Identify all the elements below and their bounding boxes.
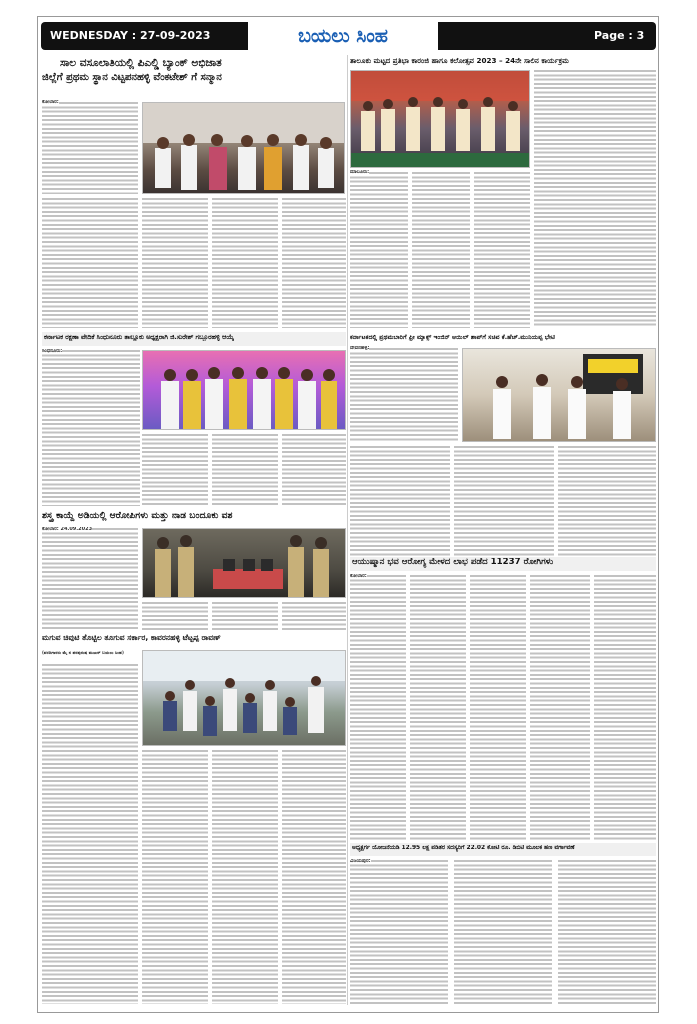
article-8-headline: ಅಧ್ಯಕ್ಷರ್ಗ ಯೋಜನೆಯಡಿ 12.95 ಲಕ್ಷ ಪಡಿತರ ಸದಸ್ಯರಿಗೆ 22.02 ಕೋಟಿ ರೂ. ಡಿಬಿಟಿ ಮೂಲಕ ಹಣ ವರ್ಗಾವಣೆ <box>352 845 575 851</box>
article-5-dateline: ಕೋಲಾರ: 24.09.2023 <box>42 527 93 532</box>
article-5-body-col2 <box>142 602 208 630</box>
police-photo <box>143 529 346 598</box>
article-3-body-col3 <box>212 434 278 506</box>
article-1-body-col3 <box>142 198 208 328</box>
group-photo <box>143 351 346 430</box>
article-2-body-col2 <box>412 172 470 328</box>
article-8-body-col2 <box>454 860 552 1004</box>
article-6-body-col2 <box>410 575 466 841</box>
article-6-body-col4 <box>530 575 590 841</box>
protest-photo <box>143 651 346 746</box>
article-3-dateline: ಸಿಂಧನೂರು: <box>42 349 63 354</box>
article-7-subhead: (ವರದಿಗಾರರು ಮೈ ನ ಪರಪುರುಷ ಮುಖರ್ ಬಯಲು ಸಿಂಹ) <box>42 650 124 655</box>
article-6-body-col1 <box>350 575 406 841</box>
article-4-body-col1 <box>350 348 458 442</box>
article-7-body-col1 <box>42 664 138 1004</box>
article-4-body-col4 <box>558 446 656 556</box>
article-1-headline-line1: ಸಾಲ ವಸೂಲಾತಿಯಲ್ಲಿ ಪಿಎಲ್ಡಿ ಬ್ಯಾಂಕ್ ಅಭಿಜಾತ <box>60 57 222 69</box>
article-1-body-col5 <box>282 198 346 328</box>
article-1-body-col4 <box>212 198 278 328</box>
article-7-photo <box>142 650 346 746</box>
article-2-dateline: ಮಾಲೂರು: <box>350 170 370 175</box>
article-1-body-col1 <box>42 102 138 194</box>
article-3-body-col2 <box>142 434 208 506</box>
article-2-body-col-right <box>534 70 656 328</box>
article-2-body-col3 <box>474 172 530 328</box>
article-2-headline: ತಾಲೂಕು ಮಟ್ಟದ ಪ್ರತಿಭಾ ಕಾರಂಜಿ ಹಾಗೂ ಕಲೋತ್ಸವ 2023 – 24ನೇ ಸಾಲಿನ ಕಾರ್ಯಕ್ರಮ <box>350 56 569 65</box>
article-5-headline: ಶಸ್ತ್ರ ಕಾಯ್ದೆ ಅಡಿಯಲ್ಲಿ ಆರೋಪಿಗಳು ಮತ್ತು ನಾಡ ಬಂದೂಕು ವಶ <box>42 511 233 521</box>
article-4-body-col2 <box>350 446 450 556</box>
article-7-headline: ಮಗುವ ಚಿವುಟಿ ತೊಟ್ಟಿಲ ತೂಗುವ ಸರ್ಕಾರ, ಕಾವರನಹಳ್ಳಿ ಟೆಟ್ಟಪ್ಪ ರಾವಣ್ <box>42 634 221 642</box>
article-3-headline: ಕರ್ನಾಟಕ ರಕ್ಷಣಾ ವೇದಿಕೆ ಸಿಂಧುನೂರು ತಾಲ್ಲೂಕು ಅಧ್ಯಕ್ಷರಾಗಿ ಜಿ.ಸುರೇಶ್ ಗಬ್ಬೂರಹಳ್ಳಿ ಆಯ್ಕೆ <box>44 334 234 341</box>
article-2-photo <box>350 70 530 168</box>
article-5-body-col1 <box>42 528 138 630</box>
article-7-body-col4 <box>282 750 346 1004</box>
article-3-body-col1 <box>42 350 140 506</box>
article-1-headline-line2: ಜಿಲ್ಲೆಗೆ ಪ್ರಥಮ ಸ್ಥಾನ ವಿಟ್ಟಪನಹಳ್ಳಿ ವೆಂಕಟೇಶ್ ಗೆ ಸನ್ಮಾನ <box>42 72 222 83</box>
article-1-dateline: ಕೋಲಾರ: <box>42 100 59 105</box>
article-2-body-col1 <box>350 172 408 328</box>
article-5-body-col4 <box>282 602 346 630</box>
article-7-body-col2 <box>142 750 208 1004</box>
group-photo <box>143 103 345 194</box>
article-5-body-col3 <box>212 602 278 630</box>
article-6-body-col5 <box>594 575 656 841</box>
page-number: Page : 3 <box>594 29 645 42</box>
article-6-headline: ಆಯುಷ್ಮಾನ ಭವ ಆರೋಗ್ಯ ಮೇಳದ ಲಾಭ ಪಡೆದ 11237 ರೋಗಿಗಳು <box>352 558 554 567</box>
issue-date: WEDNESDAY : 27-09-2023 <box>50 29 211 42</box>
article-3-body-col4 <box>282 434 346 506</box>
article-1-photo <box>142 102 345 194</box>
shop-photo <box>463 349 656 442</box>
article-6-dateline: ಕೋಲಾರ: <box>350 574 367 579</box>
article-8-body-col1 <box>350 860 448 1004</box>
article-5-photo <box>142 528 346 598</box>
article-4-headline: ಕರ್ನಾಟಕದಲ್ಲಿ ಪ್ರಥಮಬಾರಿಗೆ ಫ್ರೀ ಮ್ಯಾಕ್ಸ್ ಇಂಜಿನ್ ಆಯಿಲ್ ಶಾಪ್‌ಗೆ ಸಚಿವ ಕೆ.ಹೆಚ್.ಮುನಿಯಪ್ಪ ಭೇಟಿ <box>350 334 556 341</box>
article-4-dateline: ದೇವನಹಳ್ಳಿ: <box>350 346 370 351</box>
article-3-photo <box>142 350 346 430</box>
article-8-dateline: ವಿಜಯಪುರ: <box>350 859 371 864</box>
article-4-body-col3 <box>454 446 554 556</box>
article-1-body-col2 <box>42 198 138 328</box>
stage-photo <box>351 71 530 168</box>
article-6-body-col3 <box>470 575 526 841</box>
article-7-body-col3 <box>212 750 278 1004</box>
column-divider <box>347 55 348 1005</box>
article-8-body-col3 <box>558 860 656 1004</box>
newspaper-name: ಬಯಲು ಸಿಂಹ <box>248 22 438 50</box>
article-4-photo <box>462 348 656 442</box>
